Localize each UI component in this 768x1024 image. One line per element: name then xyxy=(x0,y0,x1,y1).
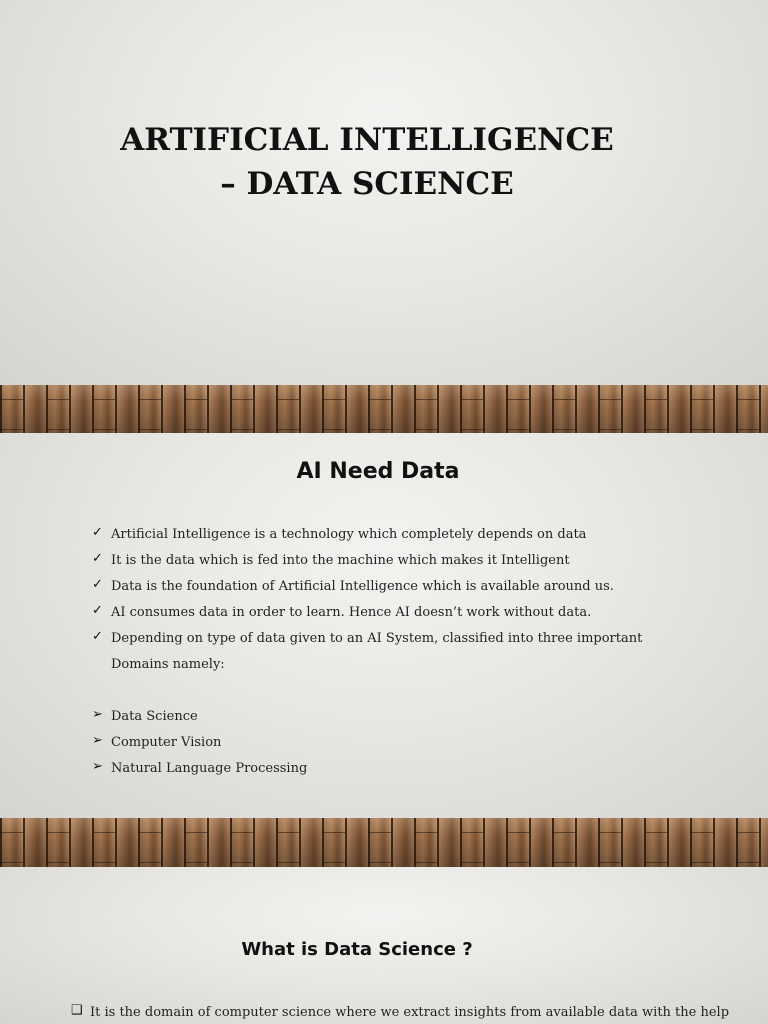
list-item-text: It is the data which is fed into the machine which makes it Intelligent xyxy=(111,553,570,568)
square-bullet-icon: ❑ xyxy=(71,1003,83,1018)
list-item-text: AI consumes data in order to learn. Hence AI doesn’t work without data. xyxy=(111,605,592,620)
list-item-text: Computer Vision xyxy=(111,735,222,750)
wood-floor-divider xyxy=(0,385,768,433)
arrow-bullet-icon: ➢ xyxy=(92,733,103,748)
checkmark-icon: ✓ xyxy=(92,629,103,644)
list-item-text: Depending on type of data given to an AI System, classified into three important Domains namely: xyxy=(111,631,643,672)
domain-list xyxy=(92,704,692,782)
check-list xyxy=(92,522,692,678)
list-item-text: Artificial Intelligence is a technology which completely depends on data xyxy=(111,527,587,542)
list-item xyxy=(92,600,692,626)
box-list xyxy=(71,1000,731,1024)
list-item-text: It is the domain of computer science where we extract insights from available data with the help xyxy=(90,1005,730,1020)
ai-need-data-slide xyxy=(0,433,768,818)
checkmark-icon: ✓ xyxy=(92,551,103,566)
arrow-bullet-icon: ➢ xyxy=(92,707,103,722)
list-item xyxy=(92,756,692,782)
list-item xyxy=(92,704,692,730)
list-item xyxy=(92,574,692,600)
slide-heading: AI Need Data xyxy=(296,459,460,484)
what-is-data-science-slide xyxy=(0,867,768,1024)
title-slide xyxy=(0,0,768,385)
checkmark-icon: ✓ xyxy=(92,525,103,540)
arrow-bullet-icon: ➢ xyxy=(92,759,103,774)
list-item-text: Natural Language Processing xyxy=(111,761,308,776)
list-item xyxy=(92,548,692,574)
list-item xyxy=(92,730,692,756)
list-item xyxy=(92,522,692,548)
slide-heading: What is Data Science ? xyxy=(241,939,473,960)
checkmark-icon: ✓ xyxy=(92,577,103,592)
slide-title-line-1: ARTIFICIAL INTELLIGENCE xyxy=(120,122,614,158)
wood-floor-divider xyxy=(0,818,768,867)
list-item xyxy=(71,1000,731,1024)
list-item-text: Data Science xyxy=(111,709,198,724)
list-item-text: Data is the foundation of Artificial Intelligence which is available around us. xyxy=(111,579,614,594)
list-item xyxy=(92,626,692,678)
slide-title-line-2: – DATA SCIENCE xyxy=(220,166,514,202)
slide-title xyxy=(0,118,734,206)
checkmark-icon: ✓ xyxy=(92,603,103,618)
